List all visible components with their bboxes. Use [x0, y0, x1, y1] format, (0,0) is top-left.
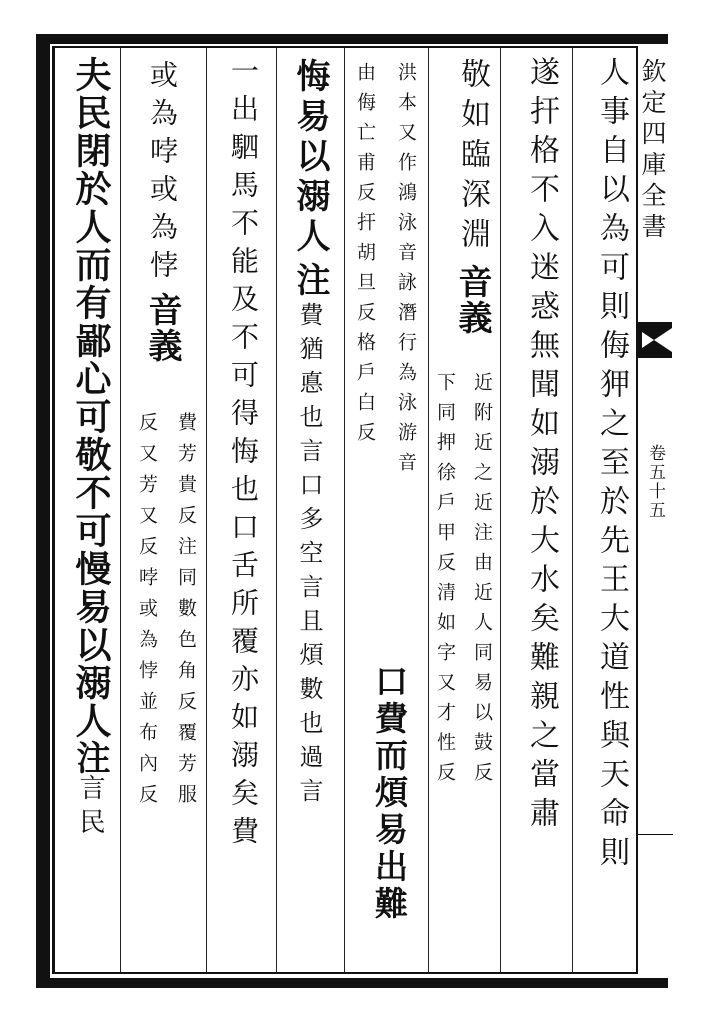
- column-text: 夫民閉於人而有鄙心可敬不可慢易以溺人: [70, 56, 112, 740]
- text-column-7: [138, 60, 187, 364]
- annotation-text: 近附近之近注由近人同易以鼓反: [471, 372, 493, 792]
- column-text: 敬如臨深淵: [455, 58, 490, 258]
- annotation-text: 言民: [75, 774, 105, 842]
- fish-tail-mark-icon: [636, 318, 672, 358]
- yinyi-label: 音義: [142, 292, 182, 364]
- note-block-4: [352, 62, 420, 482]
- annotation-text: 下同押徐戶甲反清如字又才性反: [434, 372, 456, 792]
- column-text: 遂扞格不入迷惑無聞如溺於大水矣難親之當肅: [524, 56, 559, 836]
- page-edge-top: [36, 34, 668, 44]
- text-column-8: [66, 56, 117, 842]
- text-column-6: [214, 56, 272, 854]
- page-edge-bottom: [36, 978, 668, 988]
- margin-rule: [637, 834, 673, 835]
- annotation-text: 費猶悳也言口多空言且煩數也過言: [295, 302, 323, 812]
- column-rule: [206, 48, 207, 972]
- column-rule: [276, 48, 277, 972]
- column-rule: [428, 48, 429, 972]
- column-text: 悔易以溺人: [290, 58, 330, 258]
- column-rule: [500, 48, 501, 972]
- note-block-3: [432, 372, 496, 792]
- column-rule: [572, 48, 573, 972]
- text-column-1: [584, 56, 638, 875]
- zhu-label: 注: [290, 262, 330, 296]
- note-block-7: [134, 412, 200, 815]
- annotation-text: 反又芳又反哱或為悖並布內反: [136, 412, 158, 815]
- column-rule: [120, 48, 121, 972]
- text-column-5: [286, 58, 335, 812]
- column-text: 人事自以為可則侮狎之至於先王大道性與天命則: [594, 56, 629, 875]
- text-column-3: [440, 58, 496, 336]
- text-column-4-main: [366, 664, 413, 923]
- annotation-text: 由侮亡甫反扞胡旦反格戶白反: [354, 62, 376, 452]
- volume-number: 卷五十五: [645, 444, 665, 520]
- book-title: 欽定四庫全書: [638, 58, 667, 244]
- column-text: 口費而煩易出難: [370, 664, 409, 923]
- page-edge-left: [36, 34, 50, 986]
- column-text: 一出駟馬不能及不可得悔也口舌所覆亦如溺矣費: [227, 56, 260, 854]
- yinyi-label: 音義: [452, 264, 492, 336]
- column-text: 或為哱或為悖: [146, 60, 179, 288]
- column-rule: [344, 48, 345, 972]
- text-column-2: [512, 56, 570, 836]
- zhu-label: 注: [70, 740, 110, 774]
- annotation-text: 費芳貴反注同數色角反覆芳服: [175, 412, 197, 815]
- annotation-text: 洪本又作鴻泳音詠潛行為泳游音: [395, 62, 417, 482]
